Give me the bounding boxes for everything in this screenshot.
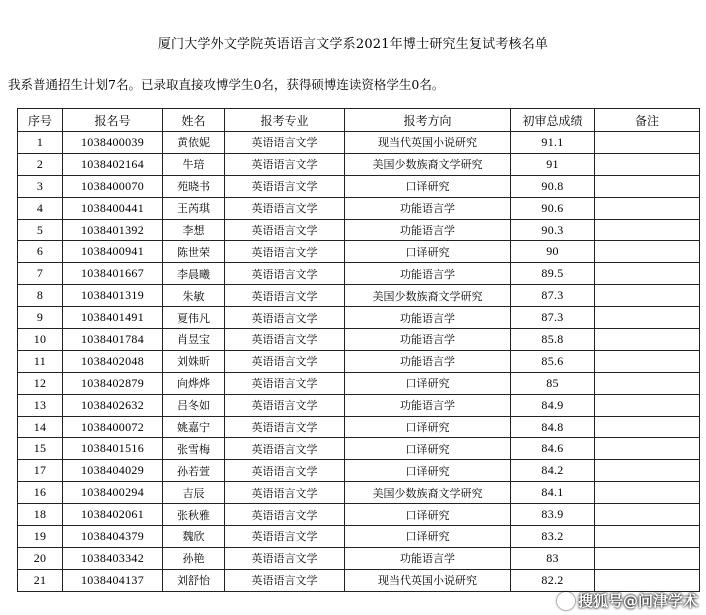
cell-major: 英语语言文学 — [225, 307, 345, 329]
cell-name: 陈世荣 — [163, 241, 225, 263]
table-row — [18, 438, 700, 460]
table-row — [18, 394, 700, 416]
table-row — [18, 175, 700, 197]
header-index: 序号 — [18, 109, 63, 132]
table-row — [18, 285, 700, 307]
table-row — [18, 372, 700, 394]
cell-direction: 口译研究 — [345, 175, 511, 197]
cell-remarks — [595, 569, 700, 591]
cell-name: 朱敏 — [163, 285, 225, 307]
header-remarks: 备注 — [595, 109, 700, 132]
cell-score: 87.3 — [511, 285, 595, 307]
cell-index: 11 — [18, 350, 63, 372]
cell-name: 姚嘉宁 — [163, 416, 225, 438]
cell-direction: 现当代英国小说研究 — [345, 132, 511, 154]
cell-exam-id: 1038401784 — [63, 329, 163, 351]
cell-index: 9 — [18, 307, 63, 329]
cell-name: 苑晓书 — [163, 175, 225, 197]
cell-name: 张秋雅 — [163, 504, 225, 526]
cell-direction: 功能语言学 — [345, 547, 511, 569]
cell-exam-id: 1038400294 — [63, 482, 163, 504]
table-row — [18, 547, 700, 569]
cell-name: 孙艳 — [163, 547, 225, 569]
cell-name: 黄依妮 — [163, 132, 225, 154]
cell-score: 90.8 — [511, 175, 595, 197]
candidate-table — [17, 108, 700, 592]
cell-exam-id: 1038400941 — [63, 241, 163, 263]
cell-index: 6 — [18, 241, 63, 263]
cell-remarks — [595, 175, 700, 197]
cell-direction: 功能语言学 — [345, 307, 511, 329]
cell-index: 19 — [18, 526, 63, 548]
cell-remarks — [595, 394, 700, 416]
cell-name: 吕冬如 — [163, 394, 225, 416]
cell-score: 90.3 — [511, 219, 595, 241]
cell-remarks — [595, 285, 700, 307]
cell-remarks — [595, 241, 700, 263]
table-row — [18, 153, 700, 175]
cell-name: 李想 — [163, 219, 225, 241]
cell-direction: 口译研究 — [345, 241, 511, 263]
cell-index: 1 — [18, 132, 63, 154]
watermark-text: 搜狐号@问津学术 — [577, 592, 698, 610]
cell-major: 英语语言文学 — [225, 438, 345, 460]
cell-name: 孙若萱 — [163, 460, 225, 482]
cell-exam-id: 1038400441 — [63, 197, 163, 219]
table-row — [18, 482, 700, 504]
cell-index: 10 — [18, 329, 63, 351]
cell-score: 84.2 — [511, 460, 595, 482]
cell-exam-id: 1038404379 — [63, 526, 163, 548]
cell-direction: 口译研究 — [345, 372, 511, 394]
cell-remarks — [595, 460, 700, 482]
cell-direction: 美国少数族裔文学研究 — [345, 285, 511, 307]
cell-score: 87.3 — [511, 307, 595, 329]
cell-exam-id: 1038400070 — [63, 175, 163, 197]
cell-remarks — [595, 372, 700, 394]
header-major: 报考专业 — [225, 109, 345, 132]
cell-name: 牛琣 — [163, 153, 225, 175]
cell-index: 7 — [18, 263, 63, 285]
cell-exam-id: 1038402164 — [63, 153, 163, 175]
cell-score: 84.1 — [511, 482, 595, 504]
table-row — [18, 569, 700, 591]
cell-index: 13 — [18, 394, 63, 416]
table-row — [18, 460, 700, 482]
cell-exam-id: 1038402632 — [63, 394, 163, 416]
cell-remarks — [595, 438, 700, 460]
cell-major: 英语语言文学 — [225, 372, 345, 394]
cell-direction: 功能语言学 — [345, 219, 511, 241]
document-title: 厦门大学外文学院英语语言文学系2021年博士研究生复试考核名单 — [157, 37, 549, 52]
header-score: 初审总成绩 — [511, 109, 595, 132]
cell-exam-id: 1038401667 — [63, 263, 163, 285]
cell-major: 英语语言文学 — [225, 504, 345, 526]
cell-direction: 功能语言学 — [345, 350, 511, 372]
cell-direction: 功能语言学 — [345, 263, 511, 285]
cell-exam-id: 1038402061 — [63, 504, 163, 526]
cell-major: 英语语言文学 — [225, 285, 345, 307]
cell-score: 85.6 — [511, 350, 595, 372]
table-row — [18, 307, 700, 329]
cell-index: 20 — [18, 547, 63, 569]
cell-index: 12 — [18, 372, 63, 394]
table-row — [18, 504, 700, 526]
cell-major: 英语语言文学 — [225, 460, 345, 482]
cell-name: 魏欣 — [163, 526, 225, 548]
cell-exam-id: 1038403342 — [63, 547, 163, 569]
sohu-logo-icon — [557, 592, 575, 610]
cell-score: 84.9 — [511, 394, 595, 416]
table-row — [18, 350, 700, 372]
table-row — [18, 263, 700, 285]
cell-score: 84.8 — [511, 416, 595, 438]
cell-name: 夏伟凡 — [163, 307, 225, 329]
cell-score: 90 — [511, 241, 595, 263]
cell-major: 英语语言文学 — [225, 482, 345, 504]
cell-index: 3 — [18, 175, 63, 197]
cell-score: 83.9 — [511, 504, 595, 526]
header-exam-id: 报名号 — [63, 109, 163, 132]
cell-score: 82.2 — [511, 569, 595, 591]
cell-direction: 功能语言学 — [345, 329, 511, 351]
cell-major: 英语语言文学 — [225, 350, 345, 372]
table-row — [18, 416, 700, 438]
cell-score: 89.5 — [511, 263, 595, 285]
cell-direction: 口译研究 — [345, 438, 511, 460]
table-row — [18, 132, 700, 154]
cell-name: 向烨烨 — [163, 372, 225, 394]
cell-remarks — [595, 547, 700, 569]
cell-direction: 口译研究 — [345, 504, 511, 526]
cell-direction: 口译研究 — [345, 460, 511, 482]
cell-remarks — [595, 504, 700, 526]
cell-index: 18 — [18, 504, 63, 526]
cell-remarks — [595, 263, 700, 285]
cell-exam-id: 1038401319 — [63, 285, 163, 307]
cell-major: 英语语言文学 — [225, 329, 345, 351]
cell-major: 英语语言文学 — [225, 132, 345, 154]
cell-remarks — [595, 416, 700, 438]
cell-index: 4 — [18, 197, 63, 219]
cell-score: 84.6 — [511, 438, 595, 460]
cell-score: 85.8 — [511, 329, 595, 351]
cell-major: 英语语言文学 — [225, 526, 345, 548]
cell-remarks — [595, 329, 700, 351]
cell-exam-id: 1038400072 — [63, 416, 163, 438]
cell-major: 英语语言文学 — [225, 416, 345, 438]
cell-remarks — [595, 350, 700, 372]
cell-score: 85 — [511, 372, 595, 394]
cell-index: 15 — [18, 438, 63, 460]
cell-score: 91 — [511, 153, 595, 175]
cell-major: 英语语言文学 — [225, 394, 345, 416]
table-row — [18, 219, 700, 241]
watermark — [557, 590, 698, 611]
cell-direction: 口译研究 — [345, 416, 511, 438]
cell-exam-id: 1038400039 — [63, 132, 163, 154]
header-direction: 报考方向 — [345, 109, 511, 132]
cell-remarks — [595, 482, 700, 504]
header-name: 姓名 — [163, 109, 225, 132]
cell-remarks — [595, 197, 700, 219]
table-row — [18, 329, 700, 351]
cell-remarks — [595, 526, 700, 548]
cell-major: 英语语言文学 — [225, 153, 345, 175]
cell-name: 刘舒怡 — [163, 569, 225, 591]
cell-direction: 功能语言学 — [345, 394, 511, 416]
cell-index: 16 — [18, 482, 63, 504]
cell-index: 17 — [18, 460, 63, 482]
table-body — [18, 132, 700, 592]
cell-name: 张雪梅 — [163, 438, 225, 460]
cell-index: 2 — [18, 153, 63, 175]
table-row — [18, 241, 700, 263]
cell-name: 肖昱宝 — [163, 329, 225, 351]
cell-name: 吉辰 — [163, 482, 225, 504]
cell-name: 刘姝昕 — [163, 350, 225, 372]
cell-exam-id: 1038402879 — [63, 372, 163, 394]
cell-direction: 现当代英国小说研究 — [345, 569, 511, 591]
cell-direction: 美国少数族裔文学研究 — [345, 153, 511, 175]
cell-remarks — [595, 307, 700, 329]
enrollment-note: 我系普通招生计划7名。已录取直接攻博学生0名，获得硕博连读资格学生0名。 — [8, 77, 445, 92]
cell-major: 英语语言文学 — [225, 197, 345, 219]
cell-remarks — [595, 153, 700, 175]
cell-remarks — [595, 219, 700, 241]
cell-remarks — [595, 132, 700, 154]
cell-direction: 美国少数族裔文学研究 — [345, 482, 511, 504]
cell-exam-id: 1038401392 — [63, 219, 163, 241]
cell-score: 83 — [511, 547, 595, 569]
cell-exam-id: 1038404029 — [63, 460, 163, 482]
cell-major: 英语语言文学 — [225, 569, 345, 591]
table-header-row — [18, 109, 700, 132]
cell-major: 英语语言文学 — [225, 175, 345, 197]
table-row — [18, 197, 700, 219]
cell-major: 英语语言文学 — [225, 263, 345, 285]
cell-index: 8 — [18, 285, 63, 307]
cell-direction: 口译研究 — [345, 526, 511, 548]
cell-index: 14 — [18, 416, 63, 438]
cell-name: 李晨曦 — [163, 263, 225, 285]
cell-score: 90.6 — [511, 197, 595, 219]
cell-exam-id: 1038404137 — [63, 569, 163, 591]
cell-name: 王芮琪 — [163, 197, 225, 219]
cell-index: 5 — [18, 219, 63, 241]
table-row — [18, 526, 700, 548]
cell-exam-id: 1038402048 — [63, 350, 163, 372]
cell-score: 91.1 — [511, 132, 595, 154]
cell-major: 英语语言文学 — [225, 547, 345, 569]
cell-major: 英语语言文学 — [225, 241, 345, 263]
cell-score: 83.2 — [511, 526, 595, 548]
cell-exam-id: 1038401491 — [63, 307, 163, 329]
cell-exam-id: 1038401516 — [63, 438, 163, 460]
cell-direction: 功能语言学 — [345, 197, 511, 219]
cell-major: 英语语言文学 — [225, 219, 345, 241]
cell-index: 21 — [18, 569, 63, 591]
